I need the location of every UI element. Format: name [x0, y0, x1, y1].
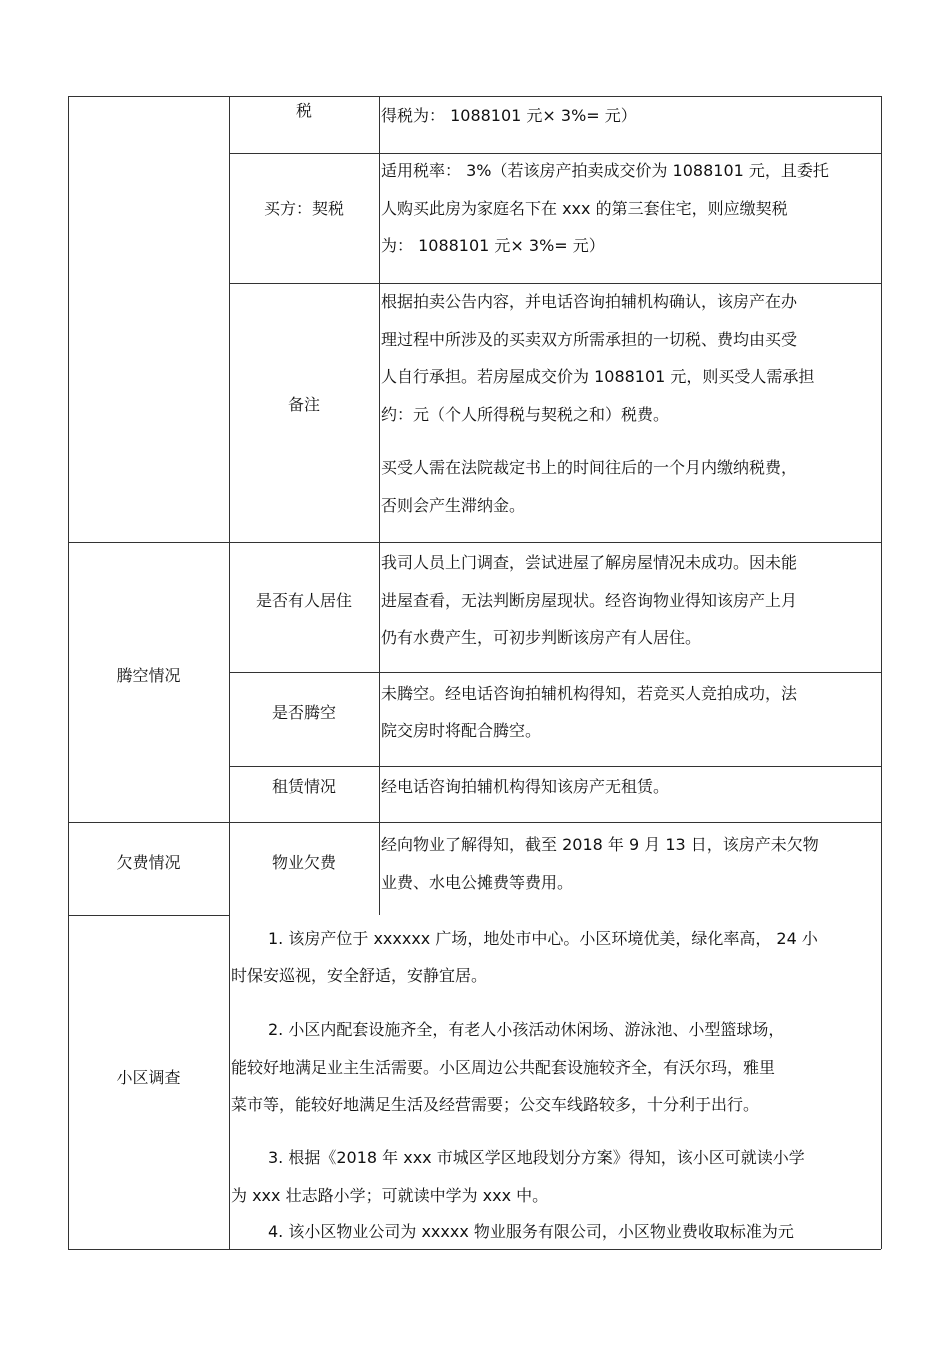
text-line: 时保安巡视，安全舒适，安静宜居。 — [231, 966, 488, 985]
row-label-buyer-deed-tax: 买方：契税 — [263, 199, 344, 218]
text-line: 2. 小区内配套设施齐全，有老人小孩活动休闲场、游泳池、小型篮球场， — [268, 1020, 785, 1039]
text-line: 4. 该小区物业公司为 xxxxx 物业服务有限公司，小区物业费收取标准为元 — [268, 1222, 794, 1241]
text-line: 进屋查看，无法判断房屋现状。经咨询物业得知该房产上月 — [381, 591, 798, 610]
table-border-top — [68, 96, 881, 97]
text-line: 人购买此房为家庭名下在 xxx 的第三套住宅，则应缴契税 — [381, 199, 788, 218]
row-divider — [229, 766, 881, 767]
row-label-occupied: 是否有人居住 — [255, 591, 352, 610]
text-line: 为： 1088101 元× 3%= 元） — [381, 236, 605, 255]
text-line: 否则会产生滞纳金。 — [381, 496, 526, 515]
text-line: 我司人员上门调查，尝试进屋了解房屋情况未成功。因未能 — [381, 553, 798, 572]
text-line: 为 xxx 壮志路小学；可就读中学为 xxx 中。 — [231, 1186, 549, 1205]
row-divider — [229, 283, 881, 284]
text-line: 3. 根据《2018 年 xxx 市城区学区地段划分方案》得知，该小区可就读小学 — [268, 1148, 805, 1167]
text-line: 约：元（个人所得税与契税之和）税费。 — [381, 405, 670, 424]
section-label-community: 小区调查 — [116, 1068, 181, 1087]
text-line: 根据拍卖公告内容，并电话咨询拍辅机构确认，该房产在办 — [381, 292, 798, 311]
section-label-vacancy: 腾空情况 — [116, 666, 181, 685]
text-line: 理过程中所涉及的买卖双方所需承担的一切税、费均由买受 — [381, 330, 798, 349]
row-label-property-fee: 物业欠费 — [271, 853, 336, 872]
text-line: 买受人需在法院裁定书上的时间往后的一个月内缴纳税费， — [381, 458, 798, 477]
table-border-right — [881, 96, 882, 1249]
text-line: 菜市等，能较好地满足生活及经营需要；公交车线路较多，十分利于出行。 — [231, 1095, 760, 1114]
row-content-lease: 经电话咨询拍辅机构得知该房产无租赁。 — [381, 777, 670, 796]
text-line: 经向物业了解得知，截至 2018 年 9 月 13 日，该房产未欠物 — [381, 835, 819, 854]
section-divider — [68, 542, 881, 543]
column-divider — [379, 96, 380, 915]
text-line: 能较好地满足业主生活需要。小区周边公共配套设施较齐全，有沃尔玛，雅里 — [231, 1058, 776, 1077]
section-divider — [68, 915, 229, 916]
row-content-seller-tax: 得税为： 1088101 元× 3%= 元） — [381, 106, 637, 125]
text-line: 未腾空。经电话咨询拍辅机构得知，若竞买人竞拍成功，法 — [381, 684, 798, 703]
section-label-arrears: 欠费情况 — [116, 853, 181, 872]
row-divider — [229, 153, 881, 154]
row-label-vacated: 是否腾空 — [271, 703, 336, 722]
text-line: 人自行承担。若房屋成交价为 1088101 元，则买受人需承担 — [381, 367, 815, 386]
row-divider — [229, 672, 881, 673]
section-divider — [68, 822, 881, 823]
text-line: 院交房时将配合腾空。 — [381, 721, 542, 740]
text-line: 1. 该房产位于 xxxxxx 广场，地处市中心。小区环境优美，绿化率高， 24 小 — [268, 929, 818, 948]
text-line: 适用税率： 3%（若该房产拍卖成交价为 1088101 元，且委托 — [381, 161, 829, 180]
row-label-seller-tax: 税 — [295, 101, 312, 120]
text-line: 业费、水电公摊费等费用。 — [381, 873, 574, 892]
row-label-lease: 租赁情况 — [271, 777, 336, 796]
text-line: 仍有水费产生，可初步判断该房产有人居住。 — [381, 628, 702, 647]
row-label-remark: 备注 — [287, 395, 320, 414]
column-divider — [229, 96, 230, 1249]
table-border-bottom — [68, 1249, 881, 1250]
